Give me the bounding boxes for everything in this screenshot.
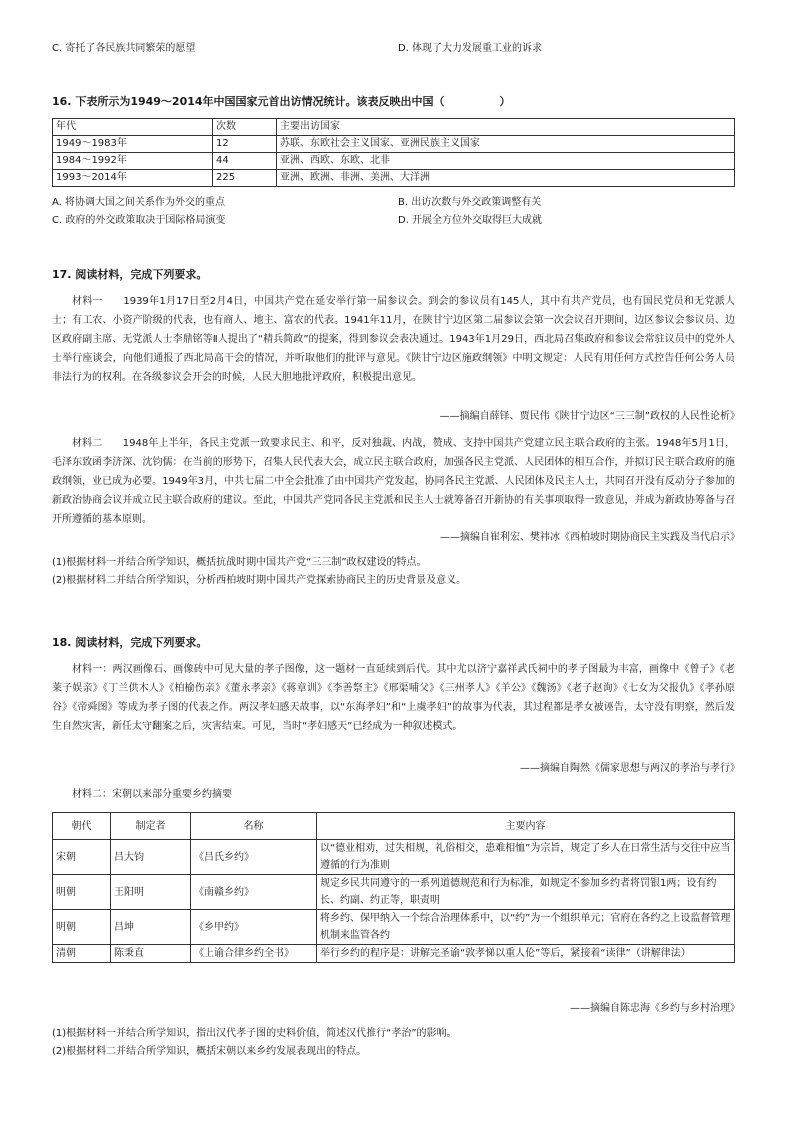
table-row (53, 136, 735, 153)
table-row (53, 910, 735, 945)
table-header: 次数 (213, 119, 277, 136)
q16-title: 16. 下表所示为1949～2014年中国国家元首出访情况统计。该表反映出中国（ ） (52, 95, 511, 108)
table-header: 年代 (53, 119, 213, 136)
table-header-row (53, 119, 735, 136)
table-row (53, 945, 735, 963)
table-cell: 12 (213, 136, 277, 153)
table-header: 朝代 (53, 813, 111, 840)
table-header: 主要内容 (317, 813, 735, 840)
q16-option-d: D. 开展全方位外交取得巨大成就 (398, 215, 543, 226)
q18-material-1: 材料一：两汉画像石、画像砖中可见大量的孝子图像，这一题材一直延续到后代。其中尤以济宁嘉祥武氏祠中的孝子图最为丰富，画像中《曾子》《老莱子娱亲》《丁兰供木人》《柏榆伤亲》《董永孝亲》《蒋章训》《李善祭主》《邢渠哺父》《三州孝人》《羊公》《魏汤》《老子赵询》《七女为父报仇》《孝孙原谷》《帝舜图》等成为孝子图的代表之作。两汉孝妇感天故事，以“东海孝妇”和“上虞孝妇”的故事为代表，其过程都是孝女被诬告，太守没有明察，然后发生自然灾害，新任太守翻案之后，灾害结束。可见，当时“孝妇感天”已经成为一种叙述模式。 (52, 664, 735, 732)
table-cell: 《上谕合律乡约全书》 (191, 945, 317, 963)
table-cell: 吕坤 (111, 910, 191, 945)
q16-table (52, 118, 735, 187)
table-cell: 《吕氏乡约》 (191, 840, 317, 875)
q17-requirement-1: (1)根据材料一并结合所学知识，概括抗战时期中国共产党“三三制”政权建设的特点。 (52, 557, 427, 568)
q16-option-a: A. 将协调大国之间关系作为外交的重点 (52, 197, 226, 208)
q18-table (52, 812, 735, 963)
table-cell: 宋朝 (53, 840, 111, 875)
table-row (53, 840, 735, 875)
table-cell: 将乡约、保甲纳入一个综合治理体系中，以“约”为一个组织单元；官府在各约之上设监督管理机制来监管各约 (317, 910, 735, 945)
table-cell: 亚洲、欧洲、非洲、美洲、大洋洲 (277, 170, 735, 187)
table-cell: 陈秉直 (111, 945, 191, 963)
q16-option-c: C. 政府的外交政策取决于国际格局演变 (52, 215, 226, 226)
table-cell: 44 (213, 153, 277, 170)
q18-material-2-label: 材料二：宋朝以来部分重要乡约摘要 (72, 789, 232, 800)
table-cell: 吕大钧 (111, 840, 191, 875)
table-cell: 亚洲、西欧、东欧、北非 (277, 153, 735, 170)
table-cell: 1949～1983年 (53, 136, 213, 153)
table-header-row (53, 813, 735, 840)
q17-material-2: 材料二 1948年上半年，各民主党派一致要求民主、和平，反对独裁、内战，赞成、支持中国共产党建立民主联合政府的主张。1948年5月1日，毛泽东致函李济深、沈钧儒：在当前的形势下，召集人民代表大会，成立民主联合政府，加强各民主党派、人民团体的相互合作，并拟订民主联合政府的施政纲领，业已成为必要。1949年3月，中共七届二中全会批准了由中国共产党发起，协同各民主党派、人民团体及民主人士，共同召开没有反动分子参加的新政治协商会议并成立民主联合政府的建议。至此，中国共产党同各民主党派和民主人士就筹备召开新协的有关事项取得一致意见，并成为新政协筹备与召开所遵循的基本原则。 (52, 438, 735, 525)
q18-source-2: ——摘编自陈忠海《乡约与乡村治理》 (570, 1003, 740, 1014)
table-cell: 清朝 (53, 945, 111, 963)
q18-source-1: ——摘编自陶然《儒家思想与两汉的孝治与孝行》 (520, 763, 740, 774)
q17-material-1: 材料一 1939年1月17日至2月4日，中国共产党在延安举行第一届参议会。到会的参议员有145人，其中有共产党员，也有国民党员和无党派人士；有工农、小资产阶级的代表，也有商人、地主、富农的代表。1941年11月，在陕甘宁边区第二届参议会第一次会议召开期间，边区参议会参议员、边区政府副主席、无党派人士李鼎铭等Ⅱ人提出了“精兵简政”的提案，得到参议会表决通过。1943年1月29日，西北局召集政府和参议会常驻议员中的党外人士举行座谈会，向他们通报了西北局高干会的情况，并听取他们的批评与意见。《陕甘宁边区施政纲领》中明文规定：人民有用任何方式控告任何公务人员非法行为的权利。在各级参议会开会的时候，人民大胆地批评政府，积极提出意见。 (52, 296, 735, 383)
table-cell: 苏联、东欧社会主义国家、亚洲民族主义国家 (277, 136, 735, 153)
table-cell: 明朝 (53, 875, 111, 910)
q17-title: 17. 阅读材料，完成下列要求。 (52, 268, 208, 281)
q18-title: 18. 阅读材料，完成下列要求。 (52, 636, 208, 649)
table-cell: 王阳明 (111, 875, 191, 910)
q15-option-d: D. 体现了大力发展重工业的诉求 (398, 43, 543, 54)
table-cell: 1993～2014年 (53, 170, 213, 187)
table-cell: 225 (213, 170, 277, 187)
q17-source-2: ——摘编自崔利宏、樊祎冰《西柏坡时期协商民主实践及当代启示》 (440, 532, 740, 543)
table-row (53, 875, 735, 910)
table-cell: 规定乡民共同遵守的一系列道德规范和行为标准，如规定不参加乡约者将罚银1两；设有约长、约副、约正等，职责明 (317, 875, 735, 910)
table-cell: 《乡甲约》 (191, 910, 317, 945)
q15-option-c: C. 寄托了各民族共同繁荣的愿望 (52, 43, 196, 54)
table-cell: 《南赣乡约》 (191, 875, 317, 910)
table-cell: 以“德业相劝，过失相规，礼俗相交，患难相恤”为宗旨，规定了乡人在日常生活与交往中应当遵循的行为准则 (317, 840, 735, 875)
table-cell: 明朝 (53, 910, 111, 945)
table-row (53, 170, 735, 187)
table-header: 名称 (191, 813, 317, 840)
table-header: 制定者 (111, 813, 191, 840)
table-cell: 举行乡约的程序是：讲解完圣谕“敦孝悌以重人伦”等后，紧接着“读律”（讲解律法） (317, 945, 735, 963)
table-row (53, 153, 735, 170)
table-header: 主要出访国家 (277, 119, 735, 136)
q17-source-1: ——摘编自薛铎、贾民伟《陕甘宁边区“三三制”政权的人民性论析》 (439, 411, 740, 422)
table-cell: 1984～1992年 (53, 153, 213, 170)
q18-requirement-1: (1)根据材料一并结合所学知识，指出汉代孝子图的史料价值，简述汉代推行“孝治”的影响。 (52, 1028, 457, 1039)
q17-requirement-2: (2)根据材料二并结合所学知识，分析西柏坡时期中国共产党探索协商民主的历史背景及意义。 (52, 575, 467, 586)
q16-option-b: B. 出访次数与外交政策调整有关 (398, 197, 542, 208)
q18-requirement-2: (2)根据材料二并结合所学知识，概括宋朝以来乡约发展表现出的特点。 (52, 1046, 367, 1057)
